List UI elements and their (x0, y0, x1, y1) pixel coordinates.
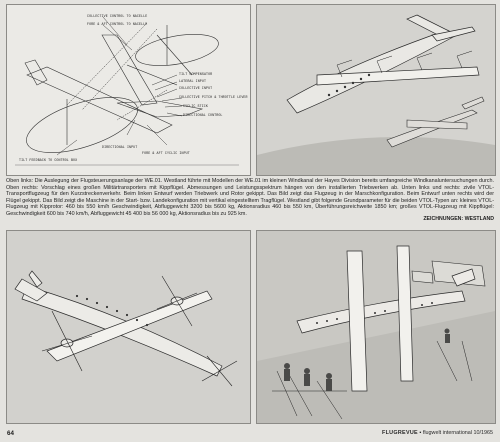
label-collective-pitch-throttle: COLLECTIVE PITCH & THROTTLE LEVER (179, 95, 248, 99)
military-transport-illustration (256, 4, 496, 176)
label-collective-input: COLLECTIVE INPUT (179, 86, 213, 90)
label-lateral-input: LATERAL INPUT (179, 79, 207, 83)
label-directional-control: DIRECTIONAL CONTROL (183, 113, 223, 117)
issue-info: flugwelt international 10/1965 (422, 430, 493, 436)
footer-separator-icon: ▪ (419, 430, 423, 436)
caption-text: Oben links: Die Auslegung der Flugsteuerungsanlage der WE.01. Westland führte mit Modellen der WE.01 im kleinen Windkanal der Hayes Division bereits umfangreiche Windkanaluntersuchungen durch. Oben rechts: Vorschlag eines großen Militärtransporters mit Kippflügel. Abmessungen und Leistungsspektrum hängen von den installierten Triebwerken ab. Unten links und rechts: zivile VTOL-Transportflugzeug für den Kurzstreckenverkehr. Beim linken Entwurf werden Triebwerk und Rotor gekippt. Das Bild zeigt das Flugzeug in der Marschkonfiguration. Beim Entwurf unten rechts wird der Flügel gekippt. Das Bild zeigt die Maschine in der Start- bzw. Landekonfiguration mit vertikal eingestelltem Tragflügel. Westland gibt folgende Grundparameter für die beiden VTOL-Typen an: kleines VTOL-Flugzeug mit Kipprotor: 460 bis 550 km/h Geschwindigkeit, Abfluggewicht 3200 bis 5600 kg, Aktionsradius 460 bis 550 km, Überführungsreichweite 1850 km; großes VTOL-Flugzeug mit Kippflügel: Geschwindigkeit 600 bis 740 km/h, Abfluggewicht 45 400 bis 56 000 kg, Aktionsradius bis zu 925 km. (6, 178, 494, 217)
page-footer (382, 430, 493, 436)
label-cyclic-stick: CYCLIC STICK (183, 104, 208, 108)
tilt-rotor-transport-illustration (6, 230, 251, 424)
tilt-rotor-cruise-drawing (7, 231, 250, 423)
label-directional-input: DIRECTIONAL INPUT (102, 145, 138, 149)
tilt-wing-airport-illustration (256, 230, 496, 424)
tilt-wing-transport-drawing (257, 5, 495, 175)
magazine-name: FLUGREVUE (381, 430, 418, 436)
label-fore-aft-cyclic-input: FORE & AFT CYCLIC INPUT (142, 151, 190, 155)
tilt-rotor-schematic-drawing (7, 5, 250, 175)
page-number: 64 (7, 430, 14, 437)
label-collective-to-nacelle: COLLECTIVE CONTROL TO NACELLE (87, 14, 148, 18)
drawing-credit: ZEICHNUNGEN: WESTLAND (423, 216, 494, 222)
label-tilt-compensator: TILT COMPENSATOR (179, 72, 213, 76)
control-system-diagram (6, 4, 251, 176)
label-tilt-feedback: TILT FEEDBACK TO CONTROL BOX (19, 158, 78, 162)
label-fore-aft-to-nacelle: FORE & AFT CONTROL TO NACELLE (87, 22, 148, 26)
tilt-wing-takeoff-drawing (257, 231, 495, 423)
